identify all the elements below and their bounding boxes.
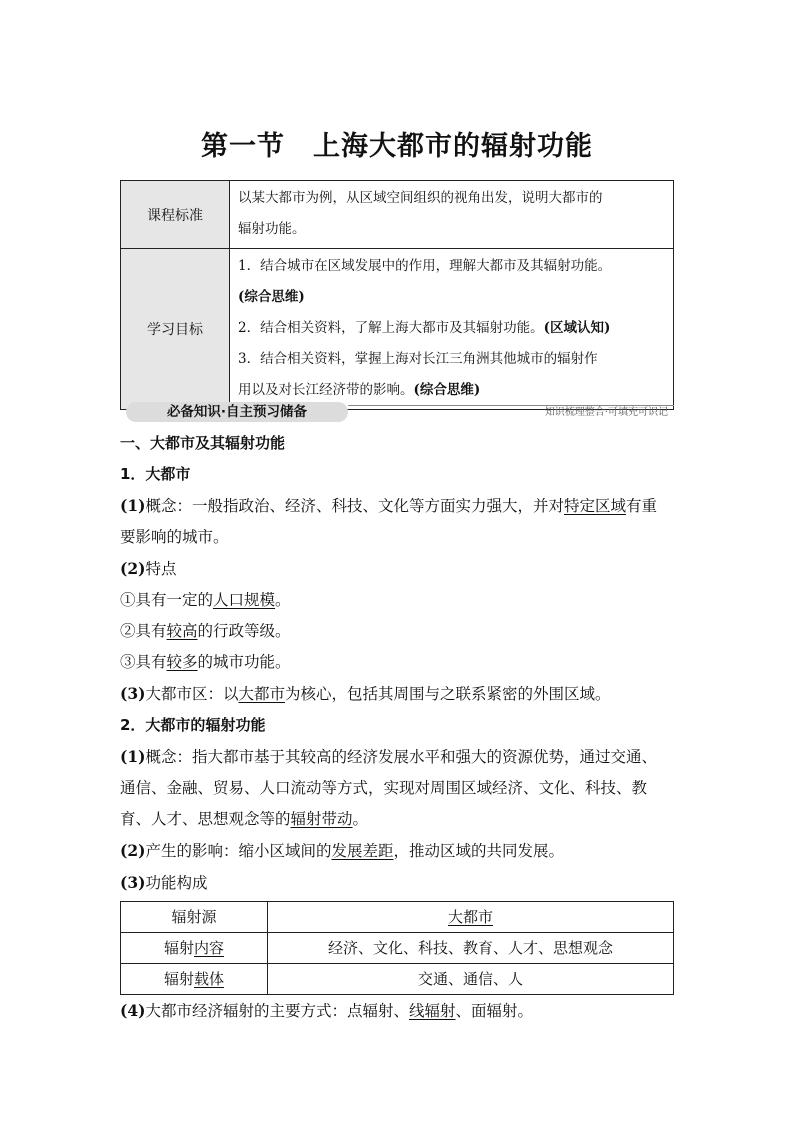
text-segment: 。 (352, 810, 369, 828)
text-segment: 1．结合城市在区域发展中的作用，理解大都市及其辐射功能。 (238, 258, 612, 274)
text-segment: 3．结合相关资料，掌握上海对长江三角洲其他城市的辐射作 (238, 351, 598, 367)
content-line (238, 282, 667, 313)
text-segment: 产生的影响：缩小区域间的 (145, 842, 332, 860)
paragraph-line (120, 804, 676, 835)
text-segment: 为核心，包括其周围与之联系紧密的外围区域。 (284, 685, 611, 703)
paragraph-line (120, 585, 676, 616)
text-segment: 辐射源 (171, 908, 217, 926)
text-segment: 以某大都市为例，从区域空间组织的视角出发，说明大都市的 (238, 190, 603, 206)
section-banner (120, 401, 674, 423)
text-segment: ，推动区域的共同发展。 (393, 842, 564, 860)
text-segment: 经济、文化、科技、教育、人才、思想观念 (327, 939, 613, 957)
text-segment: 通信、金融、贸易、人口流动等方式，实现对周围区域经济、文化、科技、教 (120, 779, 648, 797)
text-segment: 大都市经济辐射的主要方式：点辐射、 (145, 1002, 409, 1020)
underlined-term: 较高 (166, 622, 198, 640)
text-segment: ②具有 (120, 622, 167, 640)
underlined-term: 大都市 (447, 908, 493, 926)
bold-text: (2) (120, 841, 146, 860)
page-title: 第一节 上海大都市的辐射功能 (201, 131, 593, 162)
function-value-cell (268, 964, 674, 995)
text-segment: 特点 (145, 560, 177, 578)
function-label-cell (121, 933, 268, 964)
standards-row (121, 249, 674, 410)
content-line (238, 214, 667, 245)
underlined-term: 特定区域 (563, 497, 626, 515)
text-segment: 要影响的城市。 (120, 528, 229, 546)
text-segment: 、面辐射。 (455, 1002, 533, 1020)
underlined-term: 内容 (194, 939, 225, 957)
paragraph-line (120, 616, 676, 647)
text-segment: ③具有 (120, 653, 167, 671)
bold-text: (4) (120, 1001, 146, 1020)
function-value-cell (268, 902, 674, 933)
function-value-cell (268, 933, 674, 964)
text-segment: 概念：指大都市基于其较高的经济发展水平和强大的资源优势，通过交通、 (145, 748, 657, 766)
text-segment: 辐射 (163, 939, 194, 957)
section-heading (120, 428, 676, 459)
content-line (238, 313, 667, 344)
content-line (238, 183, 667, 214)
bold-text: (区域认知) (543, 320, 611, 336)
function-row (121, 933, 674, 964)
function-row (121, 902, 674, 933)
text-segment: 用以及对长江经济带的影响。 (238, 382, 414, 398)
paragraph-line (120, 867, 676, 899)
text-segment: 辐射功能。 (238, 221, 306, 237)
text-segment: 1．大都市 (120, 465, 191, 483)
bold-text: (1) (120, 496, 146, 515)
bold-text: (2) (120, 559, 146, 578)
paragraph-line (120, 647, 676, 678)
paragraph-line (120, 835, 676, 867)
standards-row (121, 181, 674, 249)
content-body (120, 428, 676, 1027)
banner-note: 知识梳理整合·可填充可识记 (544, 407, 668, 418)
text-segment: 大都市区：以 (145, 685, 239, 703)
bold-text: (综合思维) (413, 382, 481, 398)
bold-text: (3) (120, 873, 146, 892)
text-segment: 2．结合相关资料，了解上海大都市及其辐射功能。 (238, 320, 544, 336)
paragraph-line (120, 773, 676, 804)
text-segment: 的城市功能。 (197, 653, 291, 671)
row-content (230, 249, 674, 410)
paragraph-line (120, 490, 676, 522)
row-content (230, 181, 674, 249)
section-heading (120, 459, 676, 490)
function-row (121, 964, 674, 995)
paragraph-line (120, 553, 676, 585)
paragraph-line (120, 522, 676, 553)
bold-text: (综合思维) (238, 289, 305, 305)
text-segment: 功能构成 (145, 874, 208, 892)
text-segment: 2．大都市的辐射功能 (120, 716, 266, 734)
underlined-term: 辐射带动 (290, 810, 353, 828)
content-line (238, 344, 667, 375)
text-segment: ①具有一定的 (120, 591, 214, 609)
underlined-term: 人口规模 (213, 591, 276, 609)
underlined-term: 载体 (194, 970, 225, 988)
text-segment: 。 (275, 591, 291, 609)
underlined-term: 线辐射 (408, 1002, 456, 1020)
bold-text: (3) (120, 684, 146, 703)
text-segment: 有重 (625, 497, 657, 515)
text-segment: 概念：一般指政治、经济、科技、文化等方面实力强大，并对 (145, 497, 564, 515)
section-heading (120, 710, 676, 741)
banner-label: 必备知识·自主预习储备 (126, 402, 348, 422)
closing-line (120, 995, 676, 1027)
text-segment: 交通、通信、人 (417, 970, 523, 988)
standards-table (120, 180, 674, 410)
content-line (238, 251, 667, 282)
underlined-term: 发展差距 (331, 842, 394, 860)
function-label-cell (121, 964, 268, 995)
text-segment: 一、大都市及其辐射功能 (120, 434, 286, 452)
function-label-cell (121, 902, 268, 933)
text-segment: 辐射 (163, 970, 194, 988)
paragraph-line (120, 741, 676, 773)
underlined-term: 大都市 (238, 685, 285, 703)
row-header: 学习目标 (121, 249, 230, 410)
bold-text: (1) (120, 747, 146, 766)
row-header: 课程标准 (121, 181, 230, 249)
function-table (120, 901, 674, 995)
paragraph-line (120, 678, 676, 710)
text-segment: 的行政等级。 (197, 622, 291, 640)
underlined-term: 较多 (166, 653, 198, 671)
text-segment: 育、人才、思想观念等的 (120, 810, 291, 828)
